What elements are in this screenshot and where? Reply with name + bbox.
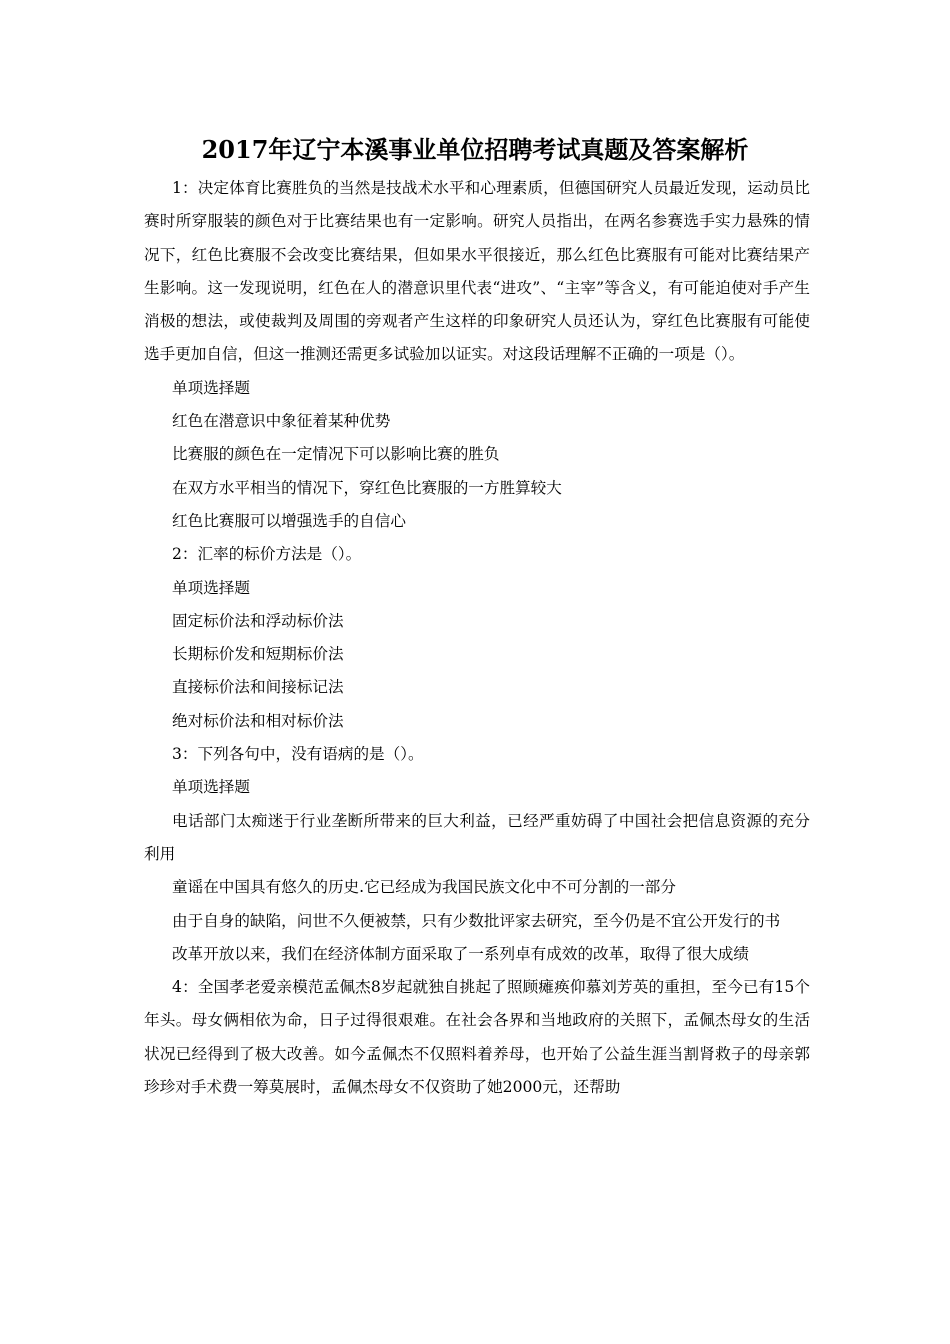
document-body [144,172,810,1104]
question-4-stem: 4：全国孝老爱亲模范孟佩杰8岁起就独自挑起了照顾瘫痪仰慕刘芳英的重担，至今已有15个年头。母女俩相依为命，日子过得很艰难。在社会各界和当地政府的关照下，孟佩杰母女的生活状况已经得到了极大改善。如今孟佩杰不仅照料着养母，也开始了公益生涯当割肾救子的母亲郭珍珍对手术费一筹莫展时，孟佩杰母女不仅资助了她2000元，还帮助 [144,978,810,1097]
question-3-option-d: 改革开放以来，我们在经济体制方面采取了一系列卓有成效的改革，取得了很大成绩 [172,944,749,963]
question-1-type: 单项选择题 [172,378,250,397]
question-3-stem: 3：下列各句中，没有语病的是（）。 [172,745,424,764]
question-1-option-d: 红色比赛服可以增强选手的自信心 [172,511,406,530]
question-1-option-b: 比赛服的颜色在一定情况下可以影响比赛的胜负 [172,445,500,464]
question-2-option-b: 长期标价发和短期标价法 [172,645,344,664]
page-title: 2017年辽宁本溪事业单位招聘考试真题及答案解析 [201,135,749,164]
question-2-option-d: 绝对标价法和相对标价法 [172,711,344,730]
question-3-option-b: 童谣在中国具有悠久的历史.它已经成为我国民族文化中不可分割的一部分 [172,878,676,897]
question-1-option-a: 红色在潜意识中象征着某种优势 [172,412,391,431]
question-2-option-c: 直接标价法和间接标记法 [172,678,344,697]
question-3-option-a: 电话部门太痴迷于行业垄断所带来的巨大利益，已经严重妨碍了中国社会把信息资源的充分利用 [144,811,810,863]
question-2-type: 单项选择题 [172,578,250,597]
question-1-stem: 1：决定体育比赛胜负的当然是技战术水平和心理素质，但德国研究人员最近发现，运动员比赛时所穿服装的颜色对于比赛结果也有一定影响。研究人员指出，在两名参赛选手实力悬殊的情况下，红色比赛服不会改变比赛结果，但如果水平很接近，那么红色比赛服有可能对比赛结果产生影响。这一发现说明，红色在人的潜意识里代表“进攻”、“主宰”等含义，有可能迫使对手产生消极的想法，或使裁判及周围的旁观者产生这样的印象研究人员还认为，穿红色比赛服有可能使选手更加自信，但这一推测还需更多试验加以证实。对这段话理解不正确的一项是（）。 [144,179,810,364]
question-1-option-c: 在双方水平相当的情况下，穿红色比赛服的一方胜算较大 [172,478,562,497]
question-2-stem: 2：汇率的标价方法是（）。 [172,545,362,564]
question-2-option-a: 固定标价法和浮动标价法 [172,611,344,630]
question-3-option-c: 由于自身的缺陷，问世不久便被禁，只有少数批评家去研究，至今仍是不宜公开发行的书 [172,911,781,930]
question-3-type: 单项选择题 [172,778,250,797]
